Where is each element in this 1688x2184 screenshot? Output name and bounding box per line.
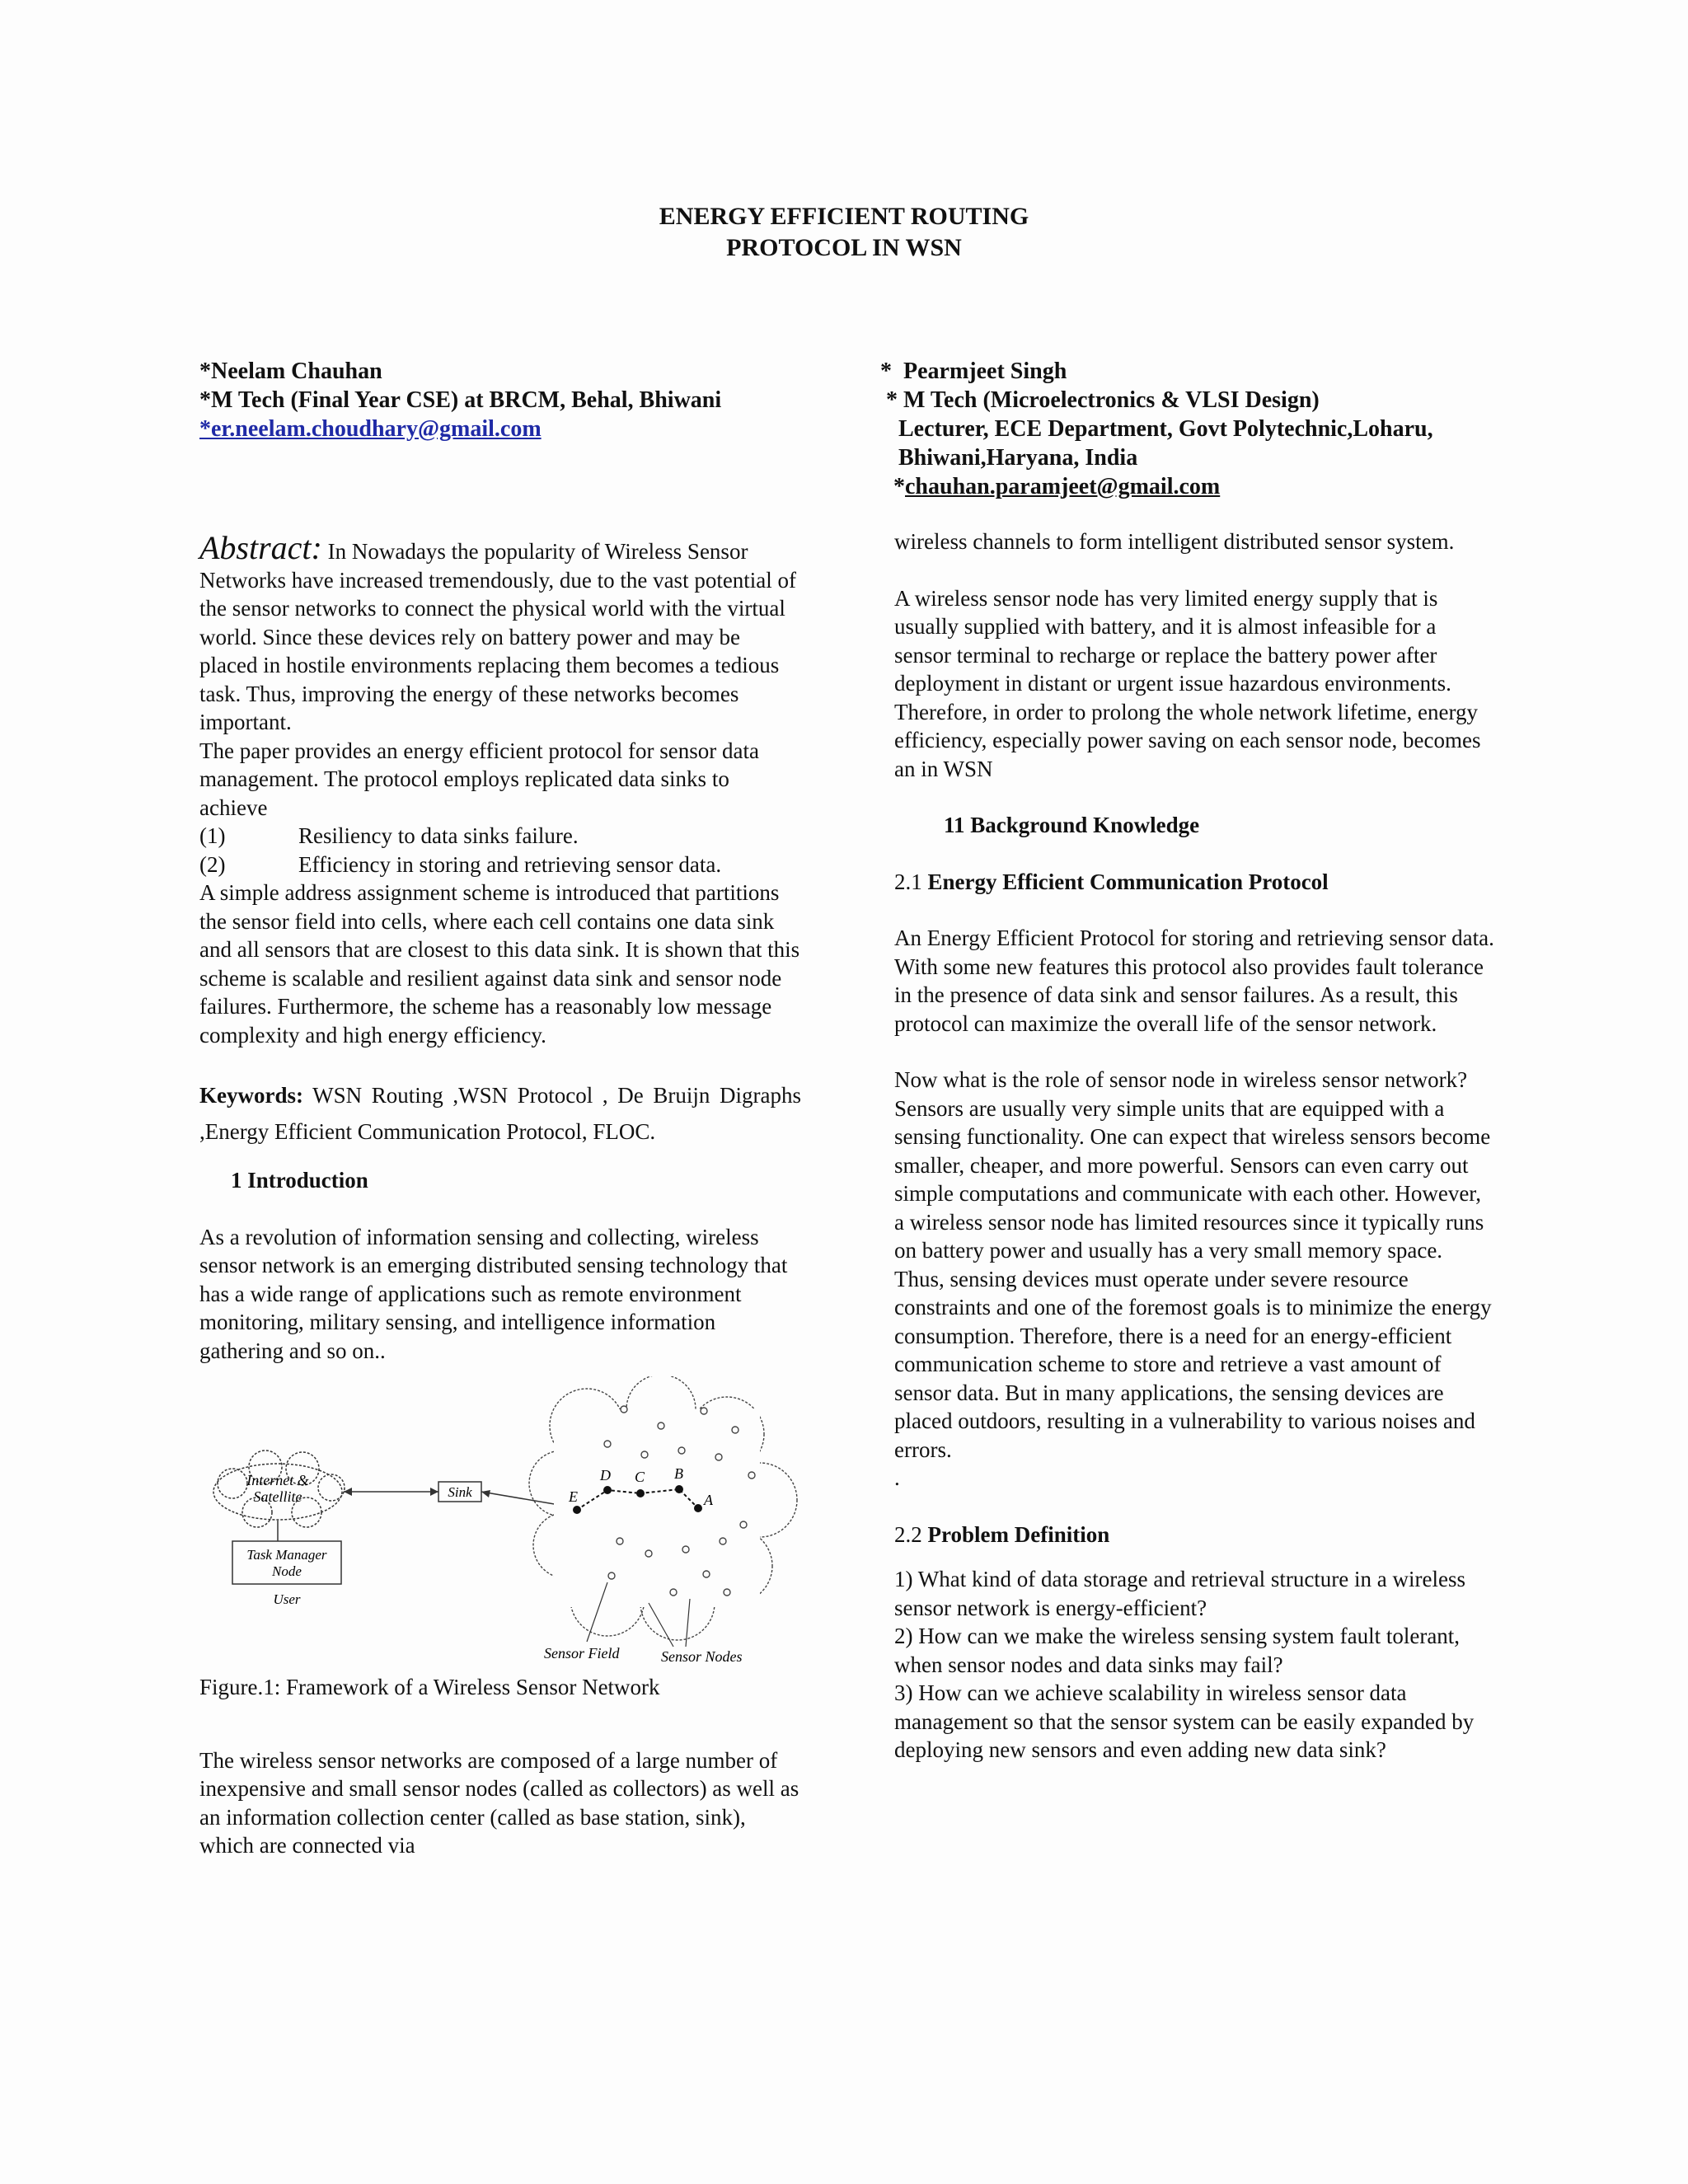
abstract-label: Abstract: — [199, 529, 322, 566]
author-1 — [199, 357, 721, 443]
author-1-affiliation: *M Tech (Final Year CSE) at BRCM, Behal, Bhiwani — [199, 387, 722, 413]
sink-label: Sink — [448, 1484, 472, 1500]
figure-wsn-framework — [199, 1376, 801, 1673]
right-p0: wireless channels to form intelligent distributed sensor system. — [894, 529, 1455, 554]
section-2-1-num: 2.1 — [894, 869, 928, 894]
abstract-text-1: In Nowadays the popularity of Wireless Sensor Networks have increased tremendously, due to the vast potential of the sensor networks to connect the physical world with the virtual world. Since these devices rely on battery power and may be placed in hostile environments replacing them becomes a tedious task. Thus, improving the energy of these networks becomes important. — [199, 539, 797, 734]
node-a: A — [704, 1492, 713, 1508]
list-text-2: Efficiency in storing and retrieving sensor data. — [298, 851, 722, 877]
user-label: User — [273, 1591, 301, 1607]
abstract-p3: A simple address assignment scheme is introduced that partitions the sensor field into cells, where each cell contains one data sink and all sensors that are closest to this data sink. It is shown that this scheme is scalable and resilient against data sink and sensor node failures. Furthermore, the scheme has a reasonably low message complexity and high energy efficiency. — [199, 880, 800, 1047]
title-line-1: ENERGY EFFICIENT ROUTING — [659, 203, 1029, 230]
paper-title — [0, 201, 1688, 264]
list-text-1: Resiliency to data sinks failure. — [298, 823, 579, 848]
question-3: 3) How can we achieve scalability in wireless sensor data management so that the sensor system can be easily expanded by deploying new sensors and even adding new data sink? — [894, 1680, 1475, 1762]
list-num-2: (2) — [199, 851, 226, 877]
section-2-2-num: 2.2 — [894, 1521, 928, 1547]
keywords-text: WSN Routing ,WSN Protocol , De Bruijn Digraphs ,Energy Efficient Communication Protocol, FLOC. — [199, 1083, 801, 1144]
background-heading: 11 Background Knowledge — [944, 813, 1200, 837]
author-2-location: Bhiwani,Haryana, India — [898, 445, 1138, 471]
abstract-list-item-1 — [199, 822, 801, 851]
abstract-list-item-2 — [199, 851, 801, 879]
right-p1: A wireless sensor node has very limited energy supply that is usually supplied with battery, and it is almost infeasible for a sensor terminal to recharge or replace the battery power after deployment in distant or urgent issue hazardous environments. Therefore, in order to prolong the whole network lifetime, energy efficiency, especially power saving on each sensor node, becomes an in WSN — [894, 585, 1481, 781]
left-column — [199, 529, 801, 1860]
author-1-name: *Neelam Chauhan — [199, 359, 382, 384]
author-2 — [880, 357, 1433, 501]
author-2-degree: * M Tech (Microelectronics & VLSI Design) — [880, 387, 1320, 413]
author-2-email-link[interactable]: chauhan.paramjeet@gmail.com — [905, 474, 1221, 499]
node-b: B — [674, 1465, 683, 1482]
sensor-nodes-label: Sensor Nodes — [661, 1648, 743, 1665]
sensor-field-label: Sensor Field — [544, 1645, 620, 1661]
task-manager-label-2: Node — [272, 1563, 302, 1579]
keywords-label: Keywords: — [199, 1083, 303, 1108]
intro-p1: As a revolution of information sensing and collecting, wireless sensor network is an emerging distributed sensing technology that has a wide range of applications such as remote environment monitoring, military sensing, and intelligence information gathering and so on.. — [199, 1224, 788, 1363]
wsn-diagram — [199, 1376, 801, 1673]
right-p3c: . — [894, 1465, 900, 1490]
section-2-2-title: Problem Definition — [927, 1521, 1110, 1547]
intro-heading: 1 Introduction — [231, 1168, 368, 1193]
section-2-1-heading — [894, 868, 1496, 897]
title-line-2: PROTOCOL IN WSN — [726, 234, 962, 261]
node-d: D — [600, 1467, 611, 1483]
section-2-2-heading — [894, 1521, 1496, 1549]
right-column — [894, 527, 1496, 1765]
author-2-position: Lecturer, ECE Department, Govt Polytechnic,Loharu, — [898, 416, 1433, 442]
figure-caption: Figure.1: Framework of a Wireless Sensor Network — [199, 1675, 660, 1699]
right-p3b: Sensors are usually very simple units that are equipped with a sensing functionality. One can expect that wireless sensors become smaller, cheaper, and more powerful. Sensors can even carry out simple computations and communicate with each other. However, a wireless sensor node has limited resources since it typically runs on battery power and usually has a very small memory space. Thus, sensing devices must operate under severe resource constraints and one of the foremost goals is to minimize the energy consumption. Therefore, there is a need for an energy-efficient communication scheme to store and retrieve a vast amount of sensor data. But in many applications, the sensing devices are placed outdoors, resulting in a vulnerability to various noises and errors. — [894, 1095, 1492, 1462]
author-2-email-prefix: * — [893, 474, 905, 499]
node-e: E — [569, 1488, 578, 1505]
question-2: 2) How can we make the wireless sensing system fault tolerant, when sensor nodes and data sinks may fail? — [894, 1624, 1461, 1677]
internet-label-1: Internet & — [246, 1472, 309, 1488]
keywords — [199, 1077, 801, 1150]
section-2-1-title: Energy Efficient Communication Protocol — [927, 869, 1329, 894]
node-c: C — [635, 1469, 645, 1485]
abstract-p2: The paper provides an energy efficient protocol for sensor data management. The protocol employs replicated data sinks to achieve — [199, 738, 759, 820]
author-1-email-link[interactable]: *er.neelam.choudhary@gmail.com — [199, 416, 542, 442]
right-p2: An Energy Efficient Protocol for storing and retrieving sensor data. With some new features this protocol also provides fault tolerance in the presence of data sink and sensor failures. As a result, this protocol can maximize the overall life of the sensor network. — [894, 926, 1494, 1036]
task-manager-label-1: Task Manager — [246, 1547, 327, 1563]
internet-label-2: Satellite — [253, 1488, 302, 1505]
intro-p2: The wireless sensor networks are composed of a large number of inexpensive and small sensor nodes (called as collectors) as well as an information collection center (called as base station, sink), which are connected via — [199, 1747, 799, 1858]
abstract-p1 — [199, 529, 801, 737]
right-p3a: Now what is the role of sensor node in wireless sensor network? — [894, 1067, 1468, 1092]
list-num-1: (1) — [199, 823, 226, 848]
question-1: 1) What kind of data storage and retrieval structure in a wireless sensor network is energy-efficient? — [894, 1567, 1465, 1620]
author-2-name: * Pearmjeet Singh — [880, 359, 1067, 384]
